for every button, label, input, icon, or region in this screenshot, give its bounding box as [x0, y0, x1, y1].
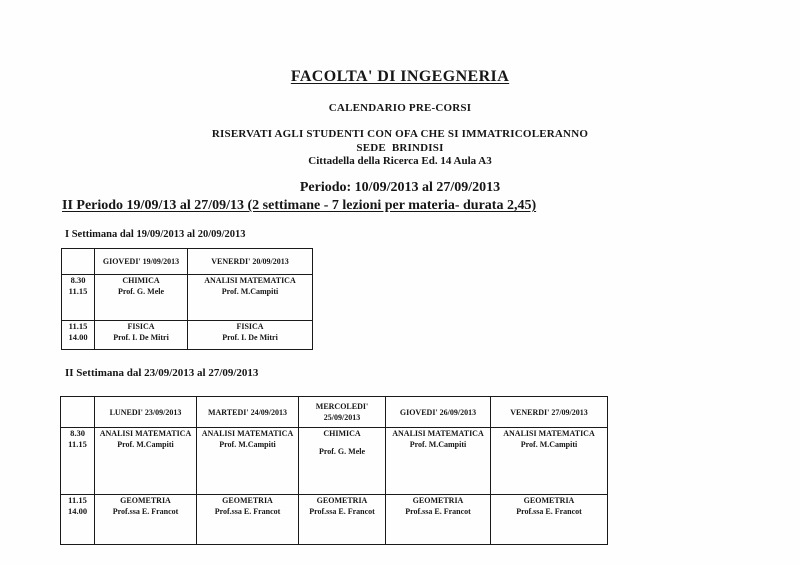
course-name: GEOMETRIA	[412, 496, 464, 505]
week2-day-header-lunedi: LUNEDI' 23/09/2013	[95, 397, 197, 428]
course-cell	[188, 275, 313, 321]
sede-line: SEDE BRINDISI	[356, 142, 444, 154]
professor-name: Prof.ssa E. Francot	[214, 507, 281, 516]
period2-line: II Periodo 19/09/13 al 27/09/13 (2 settimane - 7 lezioni per materia- durata 2,45)	[62, 198, 537, 213]
professor-name: Prof. M.Campiti	[520, 440, 578, 449]
course-name: GEOMETRIA	[316, 496, 368, 505]
professor-name: Prof. M.Campiti	[219, 440, 276, 449]
week1-row-2	[62, 321, 313, 350]
time-cell	[61, 495, 95, 545]
professor-name: Prof.ssa E. Francot	[112, 507, 179, 516]
course-cell	[95, 275, 188, 321]
week2-day-header-martedi: MARTEDI' 24/09/2013	[197, 397, 299, 428]
week1-day-header-giovedi: GIOVEDI' 19/09/2013	[95, 249, 188, 275]
time-cell	[61, 428, 95, 495]
professor-name: Prof. G. Mele	[318, 447, 366, 456]
professor-name: Prof.ssa E. Francot	[405, 507, 471, 516]
professor-name: Prof. M.Campiti	[221, 287, 279, 296]
audience-line: RISERVATI AGLI STUDENTI CON OFA CHE SI IMMATRICOLERANNO	[211, 128, 589, 140]
time-start: 11.15	[68, 495, 87, 505]
course-cell	[491, 428, 608, 495]
professor-name: Prof. I. De Mitri	[113, 333, 169, 342]
week1-title: I Settimana dal 19/09/2013 al 20/09/2013	[65, 229, 246, 240]
course-cell	[188, 321, 313, 350]
course-name: GEOMETRIA	[222, 496, 273, 505]
week1-row-1	[62, 275, 313, 321]
week2-title: II Settimana dal 23/09/2013 al 27/09/2013	[65, 367, 259, 379]
course-name: CHIMICA	[122, 276, 160, 285]
course-name: ANALISI MATEMATICA	[99, 429, 192, 438]
course-name: FISICA	[127, 322, 155, 331]
period-line: Periodo: 10/09/2013 al 27/09/2013	[299, 180, 501, 195]
time-end: 11.15	[68, 439, 87, 449]
time-end: 14.00	[68, 332, 88, 342]
page-title: FACOLTA' DI INGEGNERIA	[290, 68, 510, 85]
week1-day-header-venerdi: VENERDI' 20/09/2013	[188, 249, 313, 275]
week2-row-2	[61, 495, 608, 545]
course-cell	[95, 321, 188, 350]
location-line: Cittadella della Ricerca Ed. 14 Aula A3	[308, 155, 492, 167]
professor-name: Prof. M.Campiti	[409, 440, 467, 449]
professor-name: Prof.ssa E. Francot	[516, 507, 582, 516]
professor-name: Prof. G. Mele	[117, 287, 165, 296]
week1-header-row	[62, 249, 313, 275]
time-cell	[62, 275, 95, 321]
page-subtitle: CALENDARIO PRE-CORSI	[328, 102, 472, 114]
course-name: ANALISI MATEMATICA	[392, 429, 484, 438]
course-cell	[386, 428, 491, 495]
professor-name: Prof. I. De Mitri	[222, 333, 278, 342]
professor-name: Prof.ssa E. Francot	[309, 507, 375, 516]
professor-name: Prof. M.Campiti	[117, 440, 174, 449]
time-end: 11.15	[68, 286, 88, 296]
course-name: ANALISI MATEMATICA	[503, 429, 595, 438]
course-cell	[299, 428, 386, 495]
course-cell	[299, 495, 386, 545]
week2-corner-cell	[61, 397, 95, 428]
course-name: ANALISI MATEMATICA	[201, 429, 294, 438]
week2-row-1	[61, 428, 608, 495]
week1-corner-cell	[62, 249, 95, 275]
week2-day-header-venerdi: VENERDI' 27/09/2013	[491, 397, 608, 428]
time-cell	[62, 321, 95, 350]
course-cell	[491, 495, 608, 545]
course-name: ANALISI MATEMATICA	[204, 276, 296, 285]
time-start: 8.30	[70, 275, 86, 285]
week1-schedule-table	[61, 248, 313, 350]
week2-day-header-giovedi: GIOVEDI' 26/09/2013	[386, 397, 491, 428]
course-name: GEOMETRIA	[120, 496, 171, 505]
week2-header-row	[61, 397, 608, 428]
time-start: 11.15	[68, 321, 88, 331]
course-name: CHIMICA	[323, 429, 361, 438]
course-cell	[95, 428, 197, 495]
time-end: 14.00	[67, 506, 88, 516]
week2-schedule-table	[60, 396, 608, 545]
course-cell	[95, 495, 197, 545]
course-name: GEOMETRIA	[523, 496, 575, 505]
course-cell	[197, 495, 299, 545]
course-cell	[386, 495, 491, 545]
week2-day-header-mercoledi: MERCOLEDI' 25/09/2013	[299, 397, 386, 428]
course-cell	[197, 428, 299, 495]
time-start: 8.30	[70, 428, 85, 438]
course-name: FISICA	[236, 322, 264, 331]
